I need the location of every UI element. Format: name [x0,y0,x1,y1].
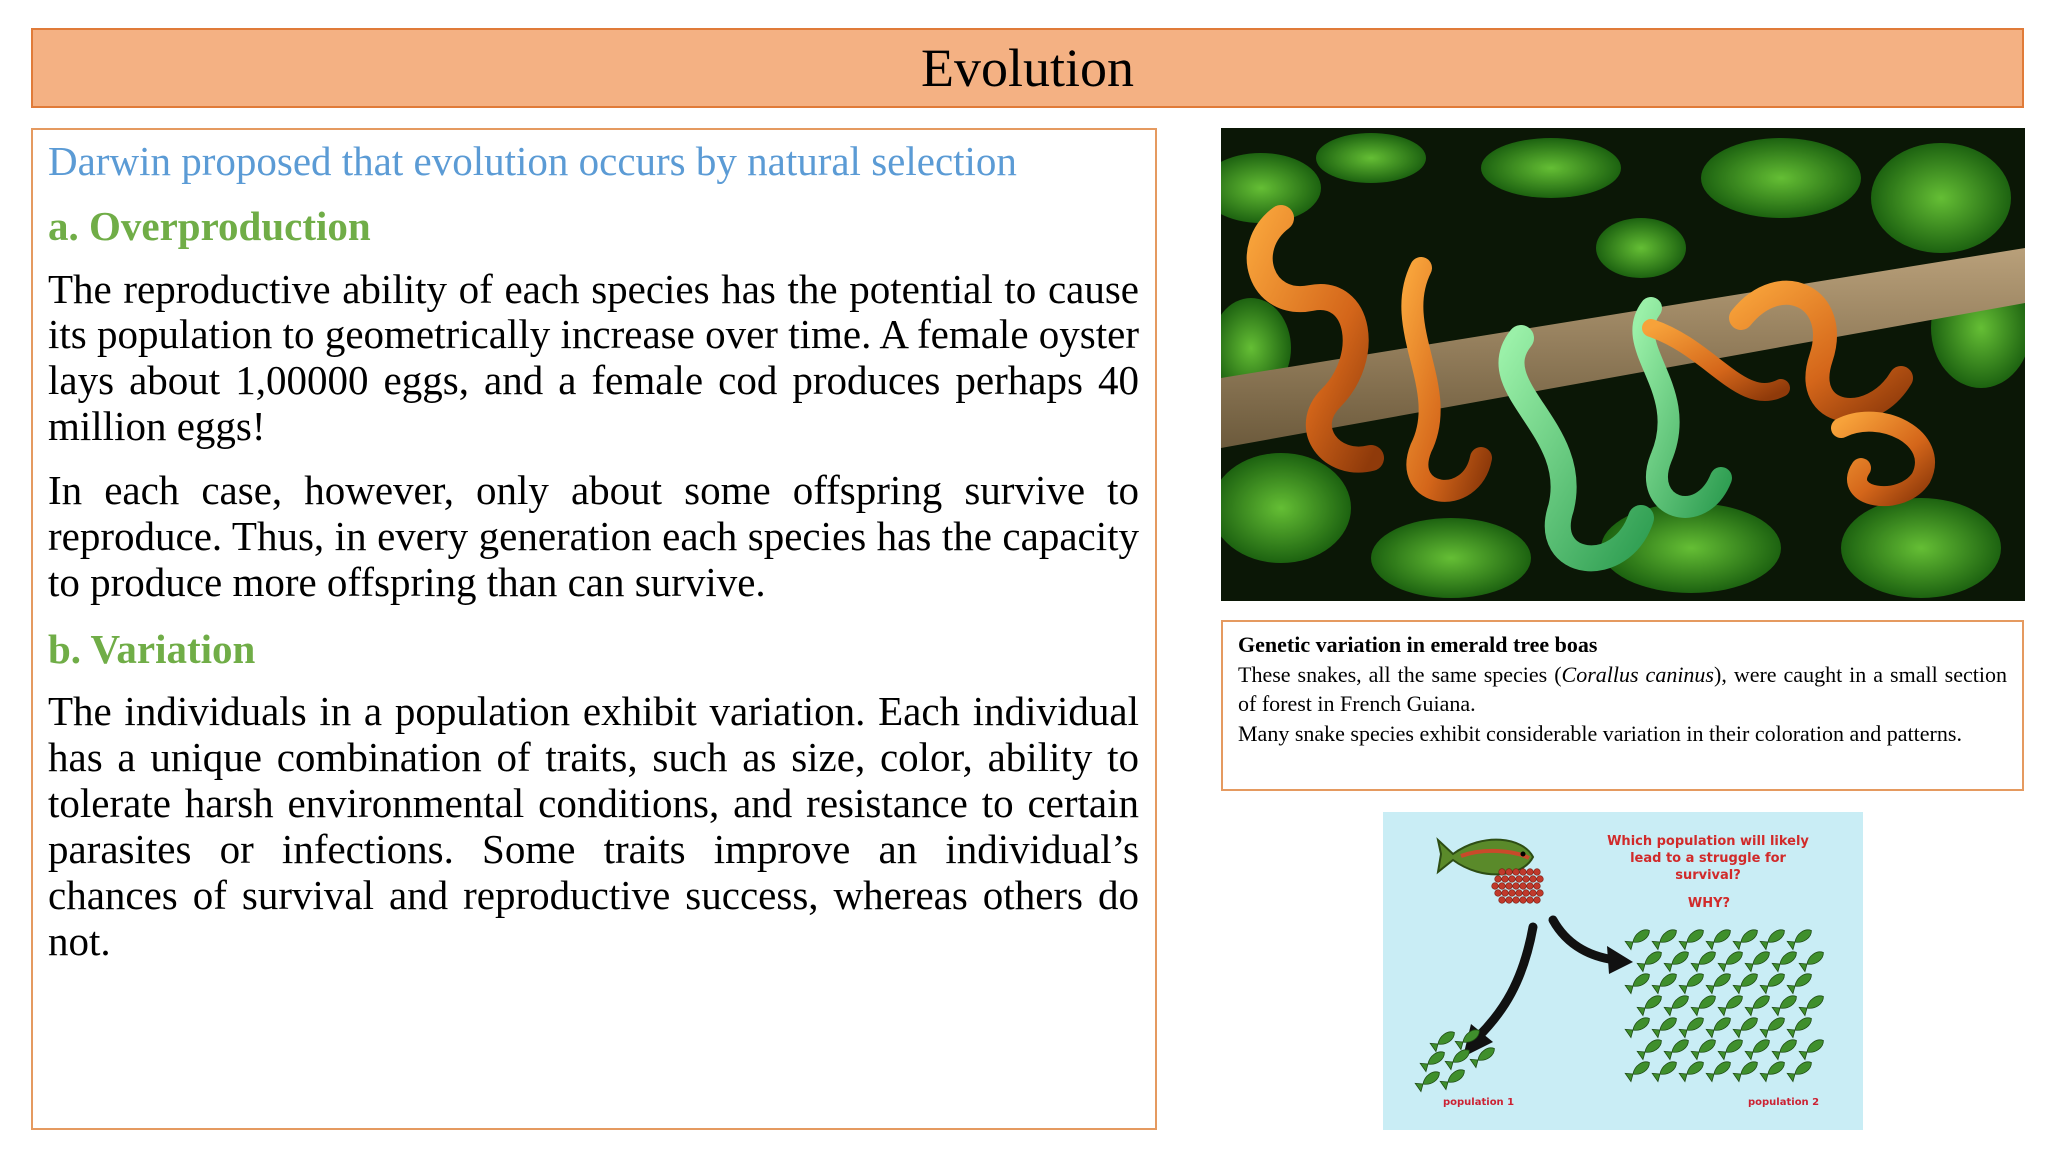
title-bar [31,28,2024,108]
parent-fish-icon [1438,840,1533,875]
heading-variation: b. Variation [48,625,256,672]
variation-paragraph: The individuals in a population exhibit variation. Each individual has a unique combination of traits, such as size, color, ability to tolerate harsh environmental conditions, and resistance to certain parasites or infections. Some traits improve an individual’s chances of survival and reproductive success, whereas others do not. [48,688,1139,964]
diagram-question: Which population will likely lead to a struggle for survival? [1607,834,1809,883]
slide-title: Evolution [921,38,1134,98]
population-2-fish-group [1625,926,1826,1081]
caption-title: Genetic variation in emerald tree boas [1238,632,1598,657]
intro-text: Darwin proposed that evolution occurs by natural selection [48,138,1017,184]
content-box [31,128,1157,1130]
snake-photo [1221,128,2025,601]
egg-cluster-icon [1492,869,1544,904]
caption-body [1238,660,2007,719]
diagram-why: WHY? [1687,896,1731,911]
caption-text-2: Many snake species exhibit considerable variation in their coloration and patterns. [1238,721,1962,747]
caption-text-part1: These snakes, all the same species ( [1238,661,1562,687]
caption-species: Corallus caninus [1561,661,1714,687]
population-1-label: population 1 [1443,1097,1515,1108]
snake-photo-illustration [1221,128,2025,601]
overproduction-paragraph-1: The reproductive ability of each species has the potential to cause its population to geometrically increase over time. A female oyster lays about 1,00000 eggs, and a female cod produces perhaps 40 million eggs! [48,265,1139,450]
overproduction-paragraph-2: In each case, however, only about some offspring survive to reproduce. Thus, in every generation each species has the capacity to produce more offspring than can survive. [48,467,1139,605]
heading-overproduction: a. Overproduction [48,203,371,250]
photo-caption [1221,620,2024,791]
caption-text-part2: ), were caught in a small section of forest in French Guiana. [1238,661,2007,717]
population-diagram [1383,812,1863,1130]
population-2-label: population 2 [1748,1097,1820,1108]
